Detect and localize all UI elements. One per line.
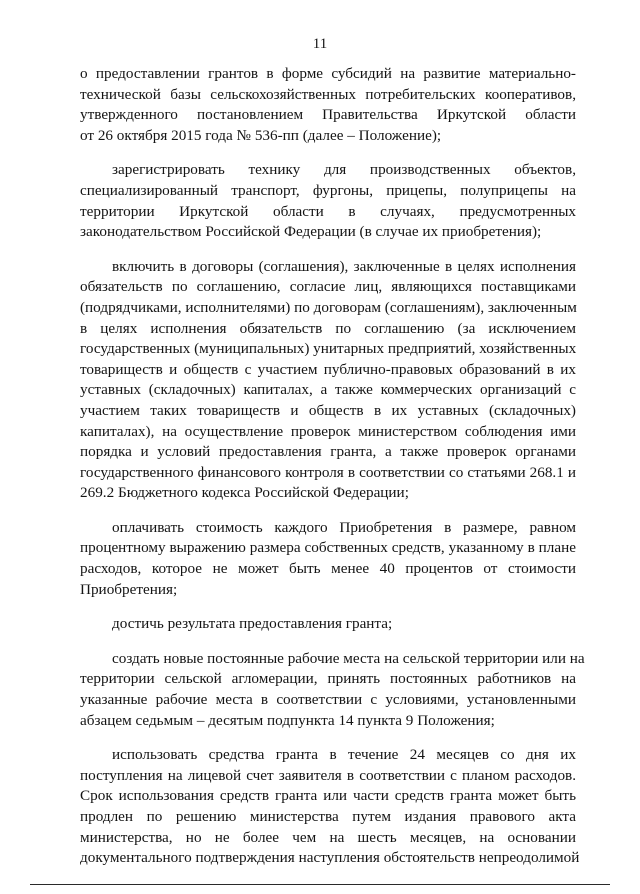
text-line: технической базы сельскохозяйственных потребительских кооперативов, [80,85,576,103]
text-line: о предоставлении грантов в форме субсидий на развитие материально- [80,65,576,82]
text-line: Срок использования средств гранта или части средств гранта может быть [80,787,576,805]
text-line: (подрядчиками, исполнителями) по договорам (соглашениям), заключенным [80,298,577,316]
text-line: капиталах), на осуществление проверок министерством соблюдения ими [80,422,576,440]
paragraph [80,64,576,146]
document-body [80,64,585,883]
paragraph [80,160,576,242]
text-line: товариществ и обществ с участием публично-правовых образований в их [80,360,576,378]
text-line: достичь результата предоставления гранта; [112,615,393,633]
text-line: порядка и условий предоставления гранта, а также проверок органами [80,443,576,461]
text-line: от 26 октября 2015 года № 536-пп (далее – Положение); [80,126,442,144]
paragraph [80,614,576,635]
text-line: 269.2 Бюджетного кодекса Российской Федерации; [80,484,409,502]
text-line: документального подтверждения наступления обстоятельств непреодолимой [80,849,580,867]
text-line: зарегистрировать технику для производственных объектов, [112,161,576,179]
text-line: государственных (муниципальных) унитарных предприятий, хозяйственных [80,340,577,358]
paragraph [80,745,580,869]
paragraph [80,649,585,731]
text-line: использовать средства гранта в течение 24 месяцев со дня их [112,746,576,764]
text-line: расходов, которое не может быть менее 40 процентов от стоимости [80,560,576,578]
text-line: уставных (складочных) капиталах, а также коммерческих организаций с [80,381,576,399]
text-line: специализированный транспорт, фургоны, прицепы, полуприцепы на [80,181,576,199]
text-line: в целях исполнения обязательств по соглашению (за исключением [80,319,576,337]
text-line: оплачивать стоимость каждого Приобретения в размере, равном [112,518,576,536]
text-line: Приобретения; [80,580,178,598]
text-line: законодательством Российской Федерации (в случае их приобретения); [80,223,542,241]
text-line: министерства, но не более чем на шесть месяцев, на основании [80,828,576,846]
page-number: 11 [312,36,328,52]
text-line: территории сельской агломерации, принять постоянных работников на [80,670,576,688]
text-line: территории Иркутской области в случаях, предусмотренных [80,202,576,220]
text-line: включить в договоры (соглашения), заключенные в целях исполнения [112,257,576,275]
page-bottom-edge [30,884,610,885]
text-line: продлен по решению министерства путем издания правового акта [80,808,576,825]
text-line: поступления на лицевой счет заявителя в соответствии с планом расходов. [80,766,576,784]
text-line: утвержденного постановлением Правительства Иркутской области [80,106,576,124]
text-line: государственного финансового контроля в соответствии со статьями 268.1 и [80,463,576,481]
text-line: указанные рабочие места в соответствии с условиями, установленными [80,691,576,709]
text-line: участием таких товариществ и обществ в их уставных (складочных) [80,401,576,419]
paragraph [80,257,576,504]
text-line: абзацем седьмым – десятым подпункта 14 пункта 9 Положения; [80,711,495,729]
text-line: обязательств по соглашению, согласие лиц, являющихся поставщиками [80,278,576,296]
text-line: процентному выражению размера собственных средств, указанному в плане [80,539,576,557]
paragraph [80,518,576,600]
text-line: создать новые постоянные рабочие места на сельской территории или на [112,649,585,667]
